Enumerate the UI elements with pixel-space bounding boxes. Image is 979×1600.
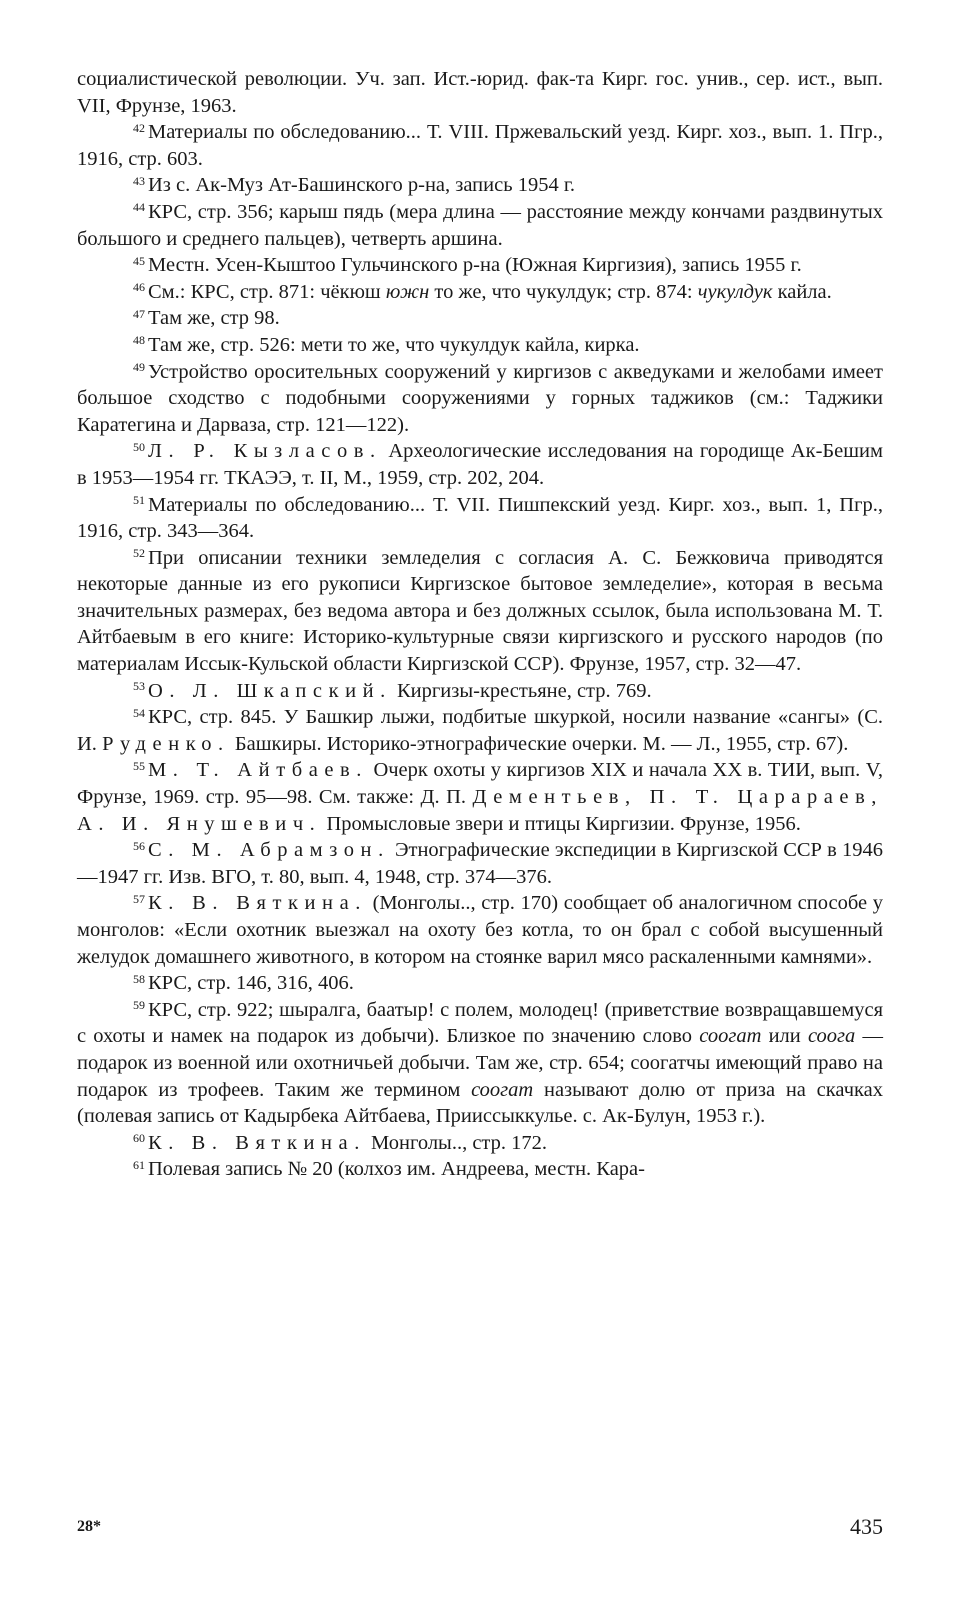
footnote-text: социалистической революции. Уч. зап. Ист.-юрид. фак-та Кирг. гос. унив., сер. ист., вып. VII, Фрунзе, 1963. [77,68,883,117]
footnote-45 [77,252,883,279]
footnote-text: Полевая запись № 20 (колхоз им. Андреева, местн. Кара- [148,1158,645,1181]
footnote-56 [77,837,883,890]
footnote-47 [77,305,883,332]
footnote-number: 47 [133,306,145,321]
footnote-text: Из с. Ак-Муз Ат-Башинского р-на, запись 1954 г. [148,174,576,197]
footnote-continuation [77,66,883,119]
footnote-59 [77,997,883,1130]
footnote-43 [77,172,883,199]
footnote-number: 61 [133,1157,145,1172]
author-name: С. М. Абрамзон. [148,839,390,862]
footnote-61 [77,1156,883,1183]
footnote-number: 50 [133,439,145,454]
footnote-52 [77,545,883,678]
italic-term: соогат [699,1025,762,1048]
footnote-60 [77,1130,883,1157]
page-number: 435 [850,1514,883,1539]
printer-signature: 28* [77,1518,101,1535]
footnote-57 [77,890,883,970]
italic-term: соога [807,1025,856,1048]
footnote-number: 58 [133,971,145,986]
italic-term: соогат [471,1078,534,1101]
footnote-44 [77,199,883,252]
footnote-text: кайла. [772,280,832,303]
footnote-text: КРС, стр. 146, 316, 406. [148,972,354,995]
italic-term: южн [385,280,430,303]
footnote-58 [77,970,883,997]
author-name: М. Т. Айтбаев. [148,759,368,782]
footnote-53 [77,678,883,705]
footnote-number: 59 [133,998,145,1013]
footnote-number: 60 [133,1131,145,1146]
author-name: К. В. Вяткина. [148,1131,366,1154]
footnote-46 [77,279,883,306]
footnote-text: Монголы.., стр. 172. [365,1131,548,1154]
footnote-text: — подарок из военной или охотничьей добычи. Там же, стр. 654; соогатчы имеющий право на подарок из трофеев. Таким же термином [77,1025,884,1101]
footnote-49 [77,359,883,439]
footnote-51 [77,492,883,545]
footnote-number: 51 [133,492,145,507]
footnote-text: Местн. Усен-Кыштоо Гульчинского р-на (Южная Киргизия), запись 1955 г. [148,254,802,277]
footnote-number: 55 [133,758,145,773]
footnote-number: 43 [133,173,145,188]
footnote-number: 53 [133,679,145,694]
footnote-42 [77,119,883,172]
footnote-text: Материалы по обследованию... Т. VII. Пишпекский уезд. Кирг. хоз., вып. 1, Пгр., 1916, стр. 343—364. [77,493,883,543]
footnote-text: или [761,1025,808,1048]
footnote-text: (Монголы.., стр. 170) сообщает об аналогичном способе у монголов: «Если охотник выезжал на охоту без котла, то он брал с собой высушенный желудок домашнего животного, в котором на стоянке варил мясо раскаленными камнями». [77,892,883,968]
footnote-text: Археологические исследования на городище Ак-Бешим в 1953—1954 гг. ТКАЭЭ, т. II, М., 1959, стр. 202, 204. [77,440,884,489]
italic-term: чукулдук [697,280,773,303]
footnote-text: Этнографические экспедиции в Киргизской ССР в 1946—1947 гг. Изв. ВГО, т. 80, вып. 4, 1948, стр. 374—376. [77,839,883,888]
footnote-55 [77,757,883,837]
footnotes-block [77,66,883,1183]
footnote-number: 48 [133,333,145,348]
page-footer [77,1514,883,1544]
footnote-number: 57 [133,891,145,906]
footnote-text: Киргизы-крестьяне, стр. 769. [391,679,652,702]
footnote-number: 46 [133,280,145,295]
author-name: О. Л. Шкапский. [148,679,392,702]
footnote-number: 42 [133,120,145,135]
footnote-text: См.: КРС, стр. 871: чёкюш [148,280,386,303]
footnote-text: то же, что чукулдук; стр. 874: [429,280,698,303]
footnote-text: КРС, стр. 356; карыш пядь (мера длина — расстояние между кончами раздвинутых большого и среднего пальцев), четверть аршина. [77,200,883,250]
author-name: Дементьев, П. Т. Царараев, А. И. Янушевич. [77,786,883,835]
footnote-text: Очерк охоты у киргизов XIX и начала XX в. ТИИ, вып. V, Фрунзе, 1969. стр. 95—98. См. также: Д. П. [77,759,883,809]
footnote-54 [77,704,883,757]
footnote-number: 52 [133,546,145,561]
author-name: Л. Р. Кызласов. [148,440,382,463]
footnote-text: При описании техники земледелия с согласия А. С. Бежковича приводятся некоторые данные из его рукописи Киргизское бытовое земледелие», которая в весьма значительных размерах, без ведома автора и без должных ссылок, была использована М. Т. Айтбаевым в его книге: Историко-культурные связи киргизского и русского народов (по материалам Иссык-Кульской области Киргизской ССР). Фрунзе, 1957, стр. 32—47. [77,546,883,676]
footnote-number: 56 [133,838,145,853]
footnote-number: 49 [133,359,145,374]
footnote-text: Там же, стр 98. [148,307,280,330]
footnote-text: Материалы по обследованию... Т. VIII. Пржевальский уезд. Кирг. хоз., вып. 1. Пгр., 1916, стр. 603. [77,121,883,170]
footnote-number: 45 [133,253,145,268]
footnote-text: Там же, стр. 526: мети то же, что чукулдук кайла, кирка. [148,333,640,356]
footnote-text: КРС, стр. 845. У Башкир лыжи, подбитые шкуркой, носили название «сангы» (С. И. [77,706,883,755]
footnote-text: КРС, стр. 922; шыралга, баатыр! с полем, молодец! (приветствие возвращавшемуся с охоты и намек на подарок из добычи). Близкое по значению слово [77,998,883,1048]
footnote-text: Башкиры. Историко-этнографические очерки. М. — Л., 1955, стр. 67). [229,732,849,755]
footnote-50 [77,438,883,491]
author-name: К. В. Вяткина. [148,892,367,915]
footnote-text: Устройство оросительных сооружений у киргизов с акведуками и желобами имеет большое сходство с подобными сооружениями у горных таджиков (см.: Таджики Каратегина и Дарваза, стр. 121—122). [77,360,883,436]
footnote-number: 44 [133,200,145,215]
footnote-text: Промысловые звери и птицы Киргизии. Фрунзе, 1956. [321,812,801,835]
author-name: Руденко. [102,732,230,755]
footnote-text: называют долю от приза на скачках (полевая запись от Кадырбека Айтбаева, Прииссыккулье. с. Ак-Булун, 1953 г.). [77,1078,883,1128]
footnote-48 [77,332,883,359]
footnote-number: 54 [133,705,145,720]
